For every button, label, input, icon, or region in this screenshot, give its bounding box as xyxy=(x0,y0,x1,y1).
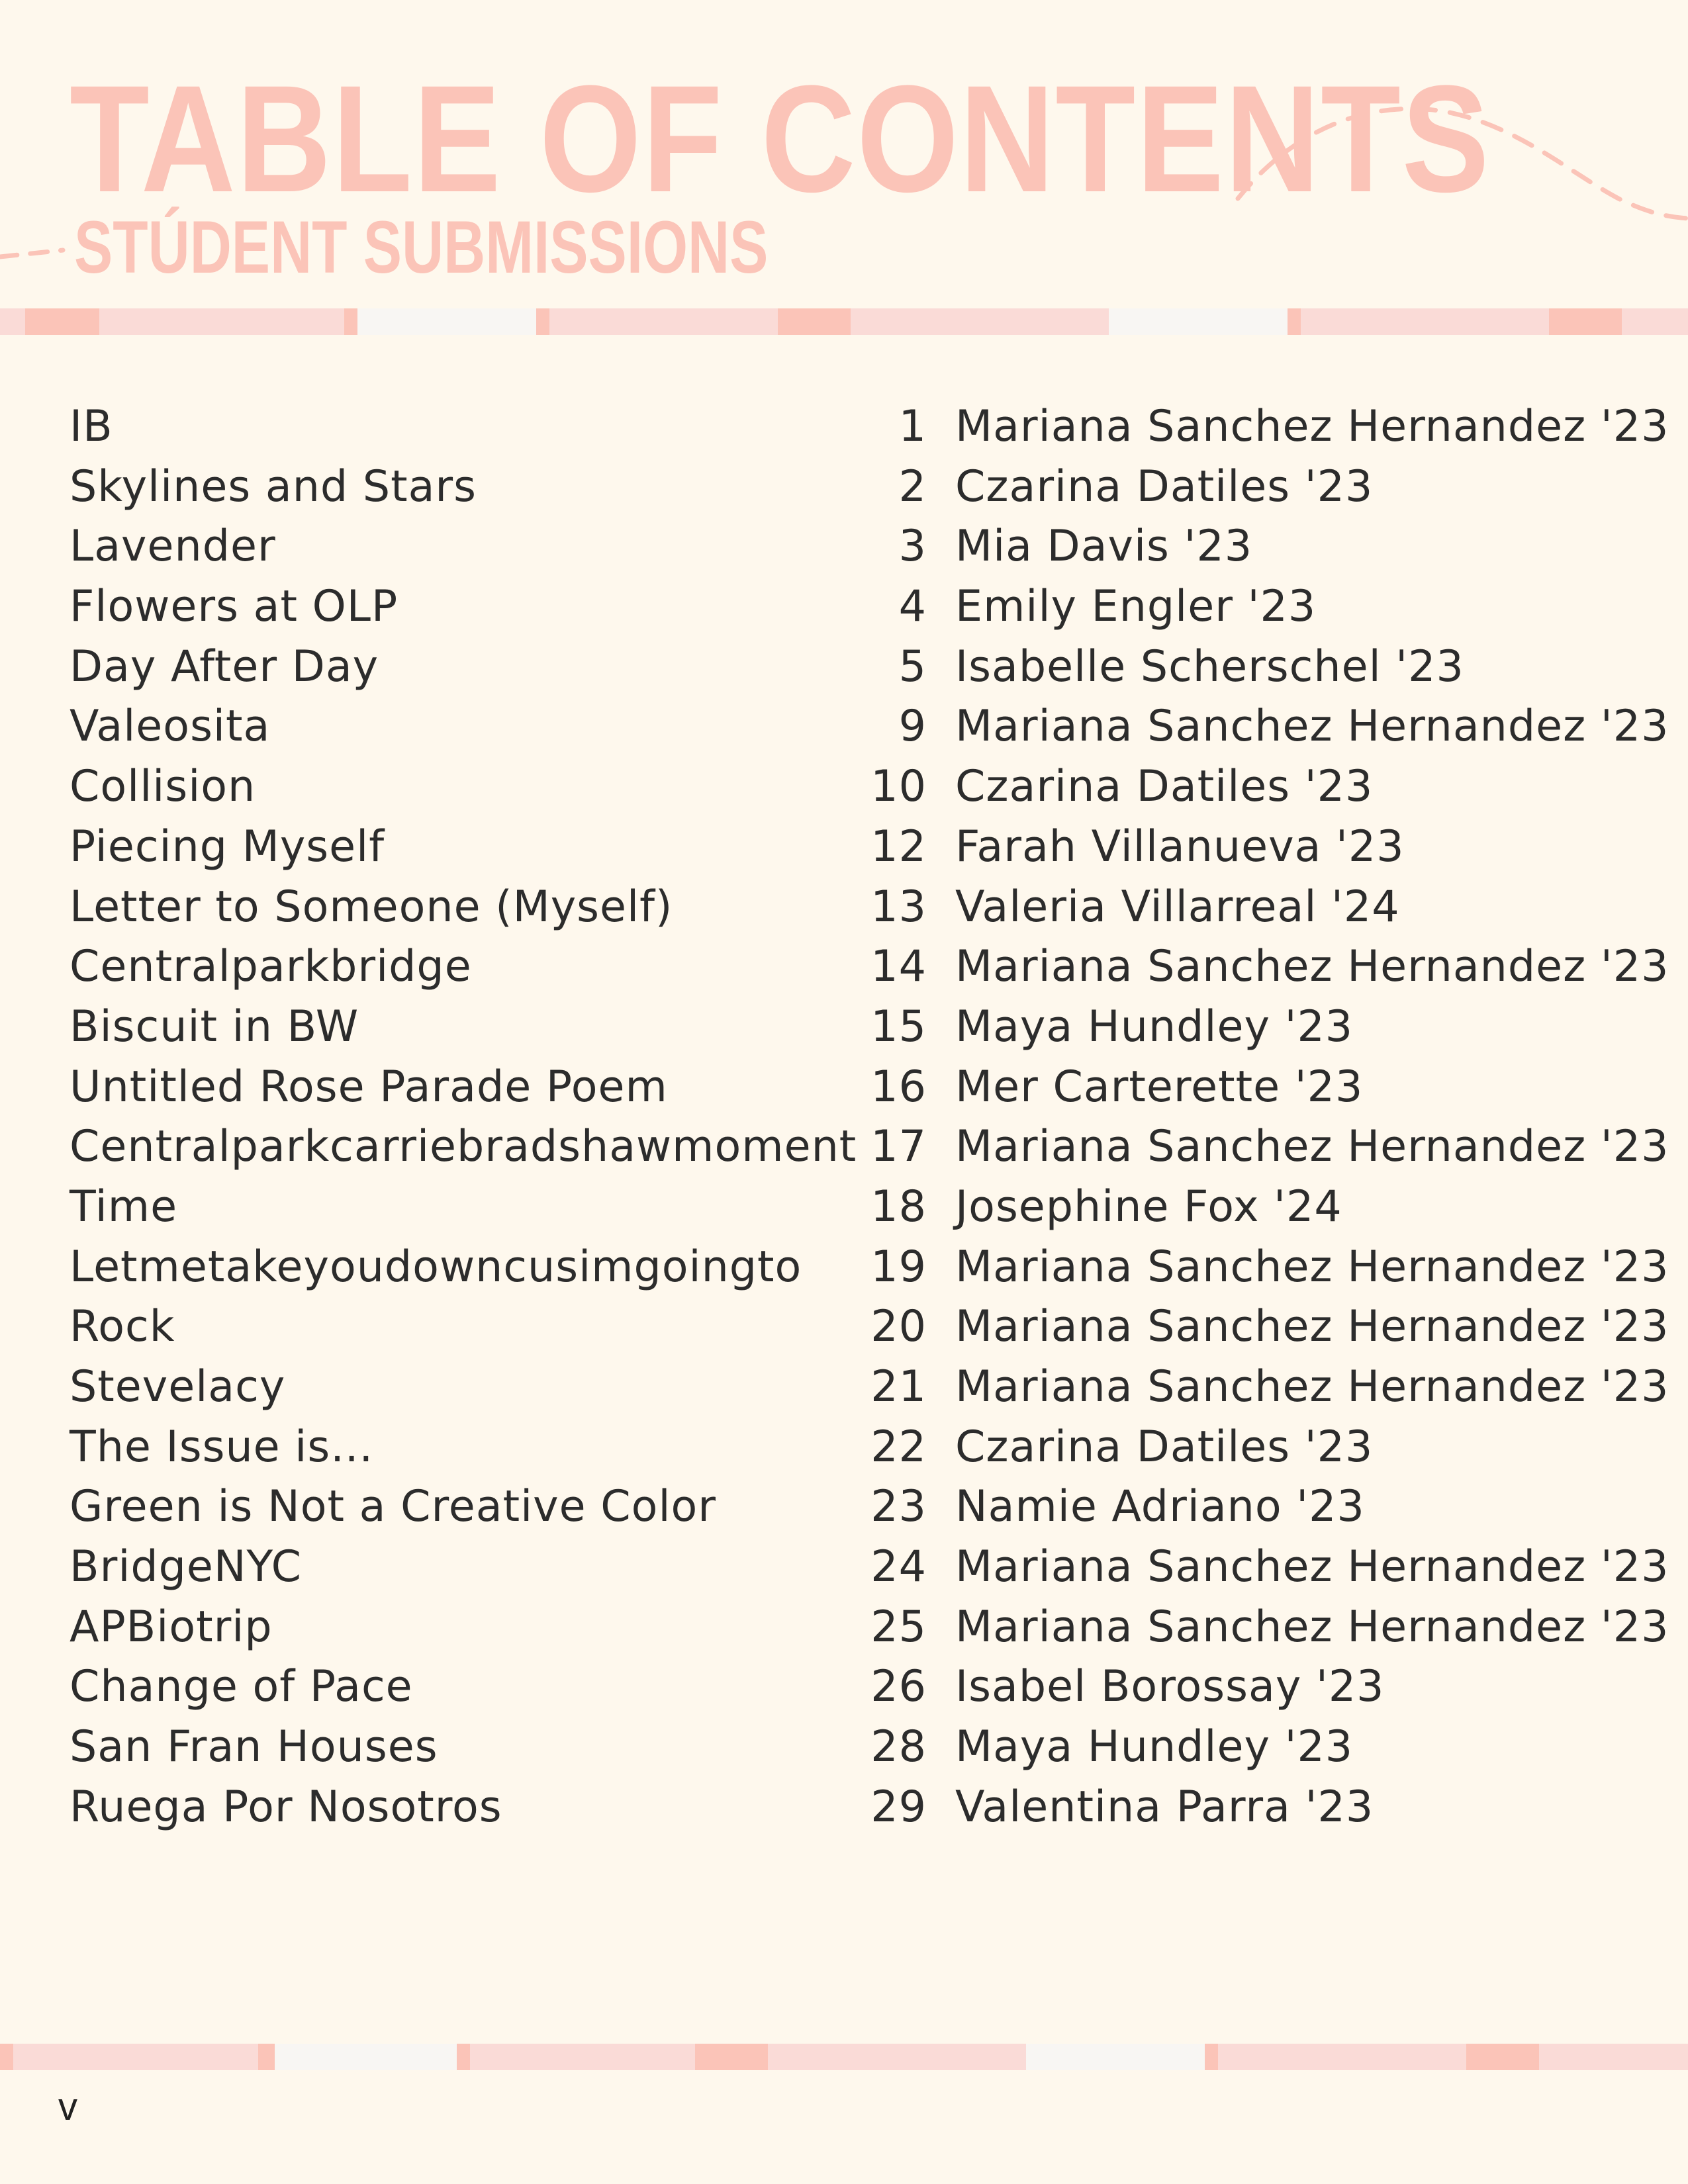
toc-entry-author: Czarina Datiles '23 xyxy=(955,461,1374,512)
toc-entry-title: Piecing Myself xyxy=(70,821,385,872)
toc-entry xyxy=(0,997,1688,1058)
page-subtitle: STÚDENT SUBMISSIONS xyxy=(74,206,769,289)
toc-entry-title: Letter to Someone (Myself) xyxy=(70,882,673,932)
toc-entry-page: 10 xyxy=(870,762,927,812)
toc-entry-page: 19 xyxy=(870,1242,927,1292)
toc-entry xyxy=(0,757,1688,817)
toc-entry xyxy=(0,937,1688,997)
toc-entry-page: 4 xyxy=(898,582,927,632)
toc-entry xyxy=(0,1778,1688,1838)
toc-entry-author: Mariana Sanchez Hernandez '23 xyxy=(955,1122,1669,1172)
toc-entry-page: 14 xyxy=(870,942,927,992)
toc-entry xyxy=(0,1357,1688,1418)
toc-entry-author: Isabel Borossay '23 xyxy=(955,1662,1385,1712)
top-divider-stripe xyxy=(0,308,1688,335)
bottom-divider-stripe xyxy=(0,2044,1688,2070)
toc-entry-title: Centralparkbridge xyxy=(70,942,472,992)
toc-entry-author: Mariana Sanchez Hernandez '23 xyxy=(955,1242,1669,1292)
toc-entry-author: Mariana Sanchez Hernandez '23 xyxy=(955,1602,1669,1652)
toc-entry-title: The Issue is... xyxy=(70,1422,374,1472)
toc-entry xyxy=(0,1657,1688,1717)
toc-entry xyxy=(0,1238,1688,1298)
toc-entry-page: 13 xyxy=(870,882,927,932)
toc-entry-author: Mariana Sanchez Hernandez '23 xyxy=(955,1362,1669,1412)
toc-entry xyxy=(0,397,1688,457)
toc-entry-title: Green is Not a Creative Color xyxy=(70,1482,716,1532)
toc-entry-author: Valentina Parra '23 xyxy=(955,1782,1374,1832)
toc-entry xyxy=(0,1537,1688,1598)
toc-entry-author: Josephine Fox '24 xyxy=(955,1181,1342,1232)
toc-entry-title: Skylines and Stars xyxy=(70,461,477,512)
toc-entry-page: 5 xyxy=(898,641,927,692)
toc-entry-title: San Fran Houses xyxy=(70,1722,438,1772)
toc-entry xyxy=(0,637,1688,698)
toc-entry xyxy=(0,457,1688,518)
toc-entry-author: Mariana Sanchez Hernandez '23 xyxy=(955,702,1669,752)
toc-entry-page: 3 xyxy=(898,522,927,572)
toc-entry xyxy=(0,1058,1688,1118)
toc-entry-title: Ruega Por Nosotros xyxy=(70,1782,502,1832)
toc-entry-author: Emily Engler '23 xyxy=(955,582,1317,632)
toc-entry-title: Collision xyxy=(70,762,256,812)
toc-entry-title: Lavender xyxy=(70,522,276,572)
toc-entry-author: Valeria Villarreal '24 xyxy=(955,882,1400,932)
toc-entry-title: Biscuit in BW xyxy=(70,1001,359,1052)
dashed-swoosh-decoration xyxy=(0,0,1688,304)
toc-entry-title: BridgeNYC xyxy=(70,1542,303,1592)
toc-entry xyxy=(0,1717,1688,1778)
toc-entry-author: Mariana Sanchez Hernandez '23 xyxy=(955,402,1669,451)
toc-entry-page: 20 xyxy=(870,1302,927,1352)
toc-entry-page: 18 xyxy=(870,1181,927,1232)
toc-entry-title: Time xyxy=(70,1181,178,1232)
toc-entry xyxy=(0,517,1688,577)
table-of-contents xyxy=(0,397,1688,1838)
toc-entry-page: 9 xyxy=(898,702,927,752)
toc-entry-author: Namie Adriano '23 xyxy=(955,1482,1365,1532)
toc-entry-page: 17 xyxy=(870,1122,927,1172)
toc-entry-author: Czarina Datiles '23 xyxy=(955,762,1374,812)
toc-entry-title: Stevelacy xyxy=(70,1362,286,1412)
toc-entry-author: Maya Hundley '23 xyxy=(955,1722,1354,1772)
toc-entry-title: APBiotrip xyxy=(70,1602,273,1652)
toc-entry xyxy=(0,1177,1688,1238)
toc-entry-page: 23 xyxy=(870,1482,927,1532)
toc-entry-title: Rock xyxy=(70,1302,175,1352)
toc-entry-title: Valeosita xyxy=(70,702,271,752)
toc-entry-author: Mer Carterette '23 xyxy=(955,1062,1364,1112)
toc-entry xyxy=(0,577,1688,637)
toc-entry-title: Untitled Rose Parade Poem xyxy=(70,1062,668,1112)
toc-entry-title: Flowers at OLP xyxy=(70,582,399,632)
toc-entry-page: 16 xyxy=(870,1062,927,1112)
toc-entry-page: 12 xyxy=(870,821,927,872)
toc-entry-page: 29 xyxy=(870,1782,927,1832)
toc-entry-title: Centralparkcarriebradshawmoment xyxy=(70,1122,857,1172)
toc-entry-page: 26 xyxy=(870,1662,927,1712)
page-number: v xyxy=(58,2085,77,2128)
toc-entry-page: 15 xyxy=(870,1001,927,1052)
toc-entry xyxy=(0,697,1688,757)
toc-entry-author: Maya Hundley '23 xyxy=(955,1001,1354,1052)
toc-entry-page: 22 xyxy=(870,1422,927,1472)
toc-entry-title: Letmetakeyoudowncusimgoingto xyxy=(70,1242,802,1292)
toc-entry xyxy=(0,1598,1688,1658)
toc-entry-author: Isabelle Scherschel '23 xyxy=(955,641,1464,692)
toc-entry-page: 21 xyxy=(870,1362,927,1412)
toc-entry xyxy=(0,1418,1688,1478)
toc-entry xyxy=(0,878,1688,938)
toc-entry-title: IB xyxy=(70,402,113,451)
toc-entry xyxy=(0,1117,1688,1177)
toc-entry-title: Day After Day xyxy=(70,641,379,692)
page-title: TABLE OF CONTENTS xyxy=(70,54,1491,224)
toc-entry-page: 28 xyxy=(870,1722,927,1772)
toc-entry-page: 24 xyxy=(870,1542,927,1592)
toc-entry-title: Change of Pace xyxy=(70,1662,413,1712)
toc-entry-author: Mariana Sanchez Hernandez '23 xyxy=(955,942,1669,992)
toc-entry xyxy=(0,817,1688,878)
toc-entry-page: 25 xyxy=(870,1602,927,1652)
toc-entry-author: Farah Villanueva '23 xyxy=(955,821,1405,872)
toc-entry-author: Mariana Sanchez Hernandez '23 xyxy=(955,1302,1669,1352)
toc-entry-author: Mariana Sanchez Hernandez '23 xyxy=(955,1542,1669,1592)
toc-entry-page: 1 xyxy=(898,402,927,451)
toc-entry xyxy=(0,1477,1688,1537)
toc-entry-author: Czarina Datiles '23 xyxy=(955,1422,1374,1472)
toc-entry-author: Mia Davis '23 xyxy=(955,522,1253,572)
toc-entry xyxy=(0,1297,1688,1357)
toc-entry-page: 2 xyxy=(898,461,927,512)
